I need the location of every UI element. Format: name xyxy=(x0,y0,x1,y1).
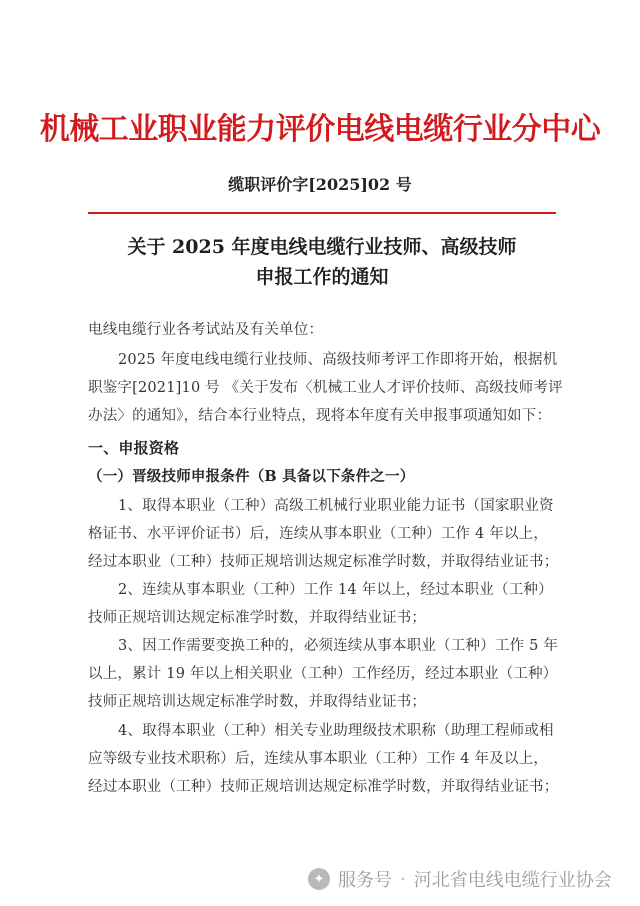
item-line: 2、连续从事本职业（工种）工作 14 年以上，经过本职业（工种） xyxy=(118,582,553,598)
item-line: 格证书、水平评价证书）后，连续从事本职业（工种）工作 4 年以上， xyxy=(88,526,549,542)
notice-title-line1: 关于 2025 年度电线电缆行业技师、高级技师 xyxy=(127,236,517,258)
account-watermark xyxy=(308,866,612,892)
item-line: 技师正规培训达规定标准学时数，并取得结业证书； xyxy=(88,694,427,710)
item-line: 应等级专业技术职称）后，连续从事本职业（工种）工作 4 年及以上， xyxy=(88,751,549,767)
watermark-label: 服务号 xyxy=(338,870,392,891)
notice-title-line2: 申报工作的通知 xyxy=(255,266,389,288)
intro-line: 职鉴字[2021]10 号 《关于发布〈机械工业人才评价技师、高级技师考评 xyxy=(88,380,563,396)
item-line: 4、取得本职业（工种）相关专业助理级技术职称（助理工程师或相 xyxy=(118,723,554,739)
item-line: 3、因工作需要变换工种的，必须连续从事本职业（工种）工作 5 年 xyxy=(118,638,559,654)
intro-line: 2025 年度电线电缆行业技师、高级技师考评工作即将开始，根据机 xyxy=(118,352,558,368)
watermark-account: 河北省电线电缆行业协会 xyxy=(413,870,612,891)
organization-header: 机械工业职业能力评价电线电缆行业分中心 xyxy=(39,112,601,147)
watermark-separator: · xyxy=(400,868,406,890)
item-line: 1、取得本职业（工种）高级工机械行业职业能力证书（国家职业资 xyxy=(118,498,554,514)
item-line: 技师正规培训达规定标准学时数，并取得结业证书； xyxy=(88,610,427,626)
document-number: 缆职评价字[2025]02 号 xyxy=(228,175,412,194)
salutation: 电线电缆行业各考试站及有关单位： xyxy=(88,322,324,338)
subsection-heading: （一）晋级技师申报条件（B 具备以下条件之一） xyxy=(88,468,415,485)
item-line: 以上，累计 19 年以上相关职业（工种）工作经历，经过本职业（工种） xyxy=(88,666,558,682)
item-line: 经过本职业（工种）技师正规培训达规定标准学时数，并取得结业证书； xyxy=(88,779,559,795)
red-divider xyxy=(88,212,556,214)
wechat-service-icon: ✦ xyxy=(308,868,330,890)
intro-line: 办法〉的通知》，结合本行业特点，现将本年度有关申报事项通知如下： xyxy=(88,408,552,424)
item-line: 经过本职业（工种）技师正规培训达规定标准学时数，并取得结业证书； xyxy=(88,554,559,570)
section-heading: 一、申报资格 xyxy=(88,439,180,457)
